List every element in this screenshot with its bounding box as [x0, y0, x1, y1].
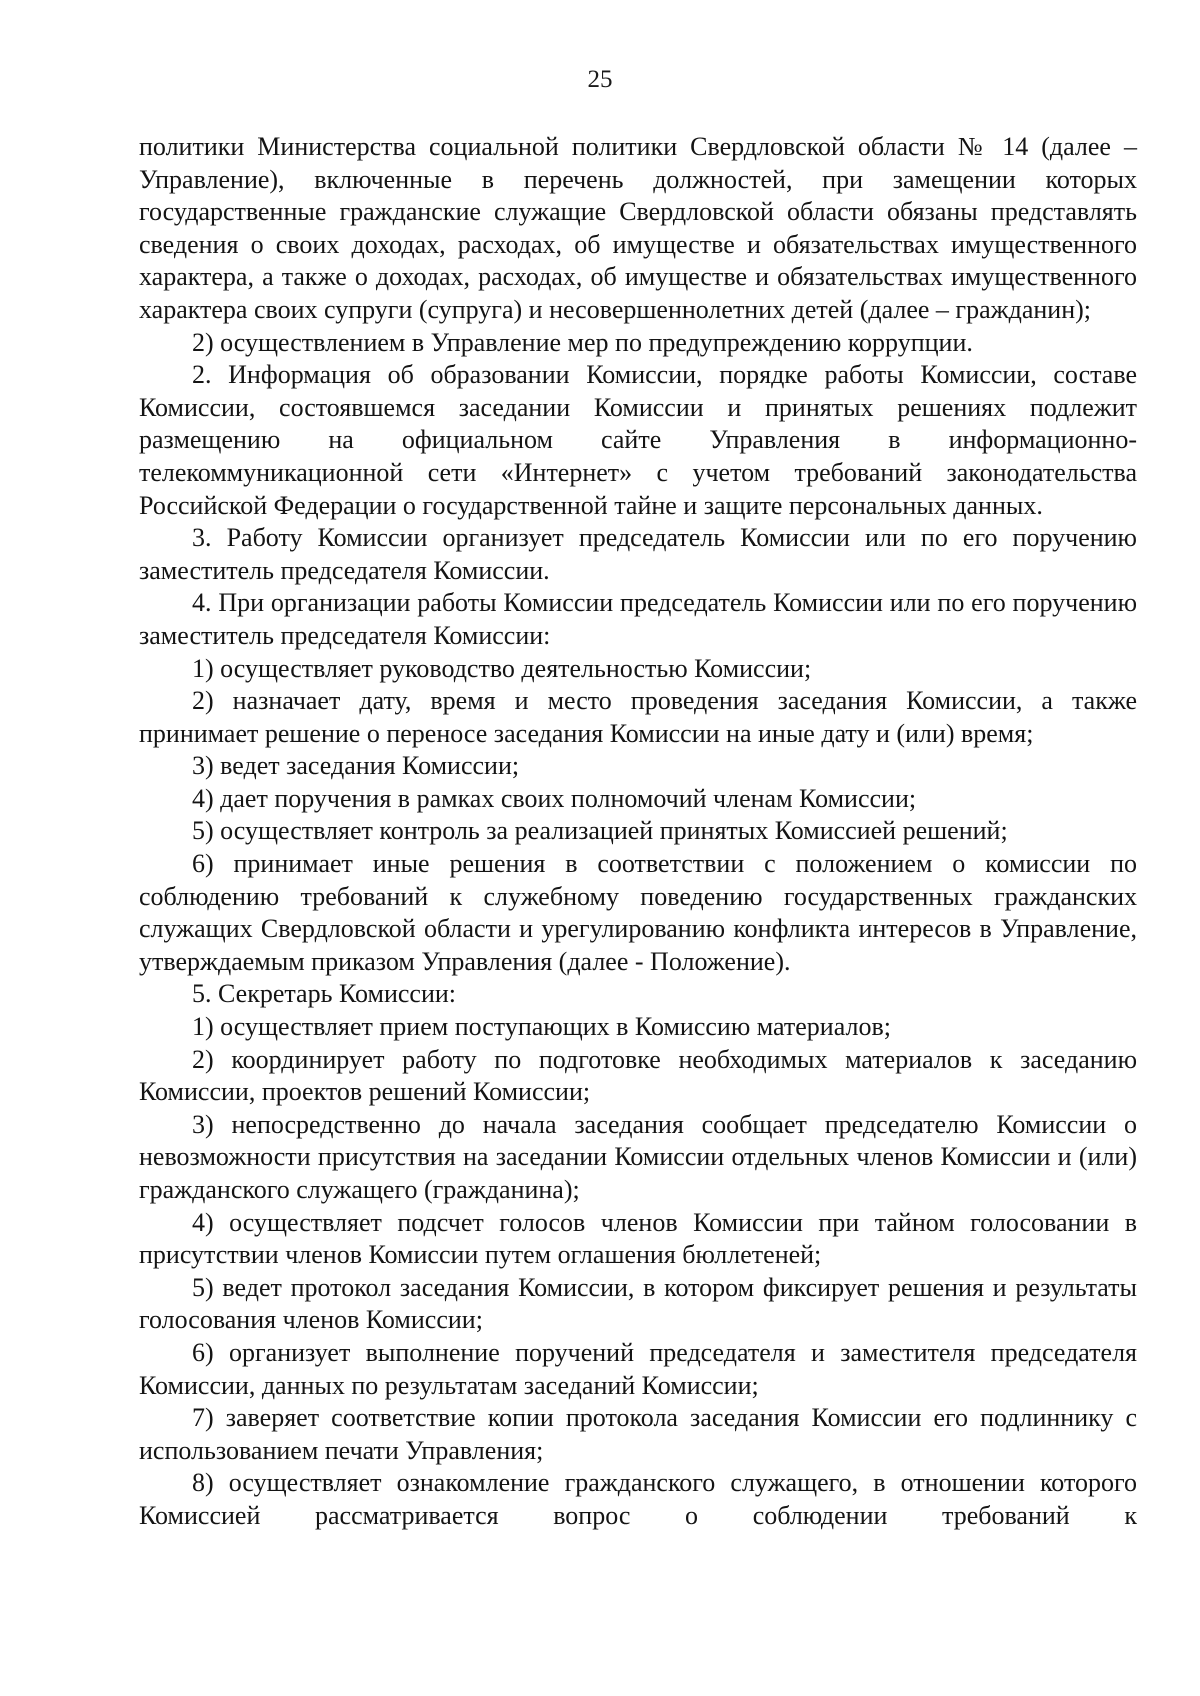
- paragraph: 1) осуществляет прием поступающих в Комиссию материалов;: [192, 1012, 891, 1042]
- paragraph: 1) осуществляет руководство деятельностью Комиссии;: [192, 653, 812, 683]
- paragraph-continues: 8) осуществляет ознакомление гражданского служащего, в отношении которого Комиссией рассматривается вопрос о соблюдении требований к: [139, 1468, 1137, 1530]
- paragraph: 7) заверяет соответствие копии протокола заседания Комиссии его подлиннику с использованием печати Управления;: [139, 1403, 1137, 1465]
- paragraph: 2) назначает дату, время и место проведения заседания Комиссии, а также принимает решение о переносе заседания Комиссии на иные дату и (или) время;: [139, 686, 1137, 748]
- paragraph: 4. При организации работы Комиссии председатель Комиссии или по его поручению заместитель председателя Комиссии:: [139, 588, 1137, 650]
- paragraph: 2) координирует работу по подготовке необходимых материалов к заседанию Комиссии, проектов решений Комиссии;: [139, 1044, 1137, 1107]
- page-number: 25: [587, 66, 613, 93]
- paragraph: 4) осуществляет подсчет голосов членов Комиссии при тайном голосовании в присутствии членов Комиссии путем оглашения бюллетеней;: [139, 1207, 1137, 1270]
- paragraph: 2) осуществлением в Управление мер по предупреждению коррупции.: [192, 327, 973, 357]
- paragraph: 5. Секретарь Комиссии:: [192, 979, 456, 1009]
- document-body: [139, 131, 1137, 1533]
- paragraph: 6) организует выполнение поручений председателя и заместителя председателя Комиссии, данных по результатам заседаний Комиссии;: [139, 1337, 1137, 1400]
- paragraph: 3. Работу Комиссии организует председатель Комиссии или по его поручению заместитель председателя Комиссии.: [139, 523, 1137, 585]
- paragraph: 3) ведет заседания Комиссии;: [192, 751, 520, 781]
- paragraph: 3) непосредственно до начала заседания сообщает председателю Комиссии о невозможности присутствия на заседании Комиссии отдельных членов Комиссии и (или) гражданского служащего (гражданина);: [139, 1109, 1137, 1204]
- paragraph: 4) дает поручения в рамках своих полномочий членам Комиссии;: [192, 783, 917, 813]
- paragraph: 6) принимает иные решения в соответствии с положением о комиссии по соблюдению требований к служебному поведению государственных гражданских служащих Свердловской области и урегулированию конфликта интересов в Управление, утверждаемым приказом Управления (далее - Положение).: [139, 849, 1137, 976]
- paragraph-continuation: политики Министерства социальной политики Свердловской области № 14 (далее – Управление), включенные в перечень должностей, при замещении которых государственные гражданские служащие Свердловской области обязаны представлять сведения о своих доходах, расходах, об имуществе и обязательствах имущественного характера, а также о доходах, расходах, об имуществе и обязательствах имущественного характера своих супруги (супруга) и несовершеннолетних детей (далее – гражданин);: [139, 132, 1137, 324]
- paragraph: 5) осуществляет контроль за реализацией принятых Комиссией решений;: [192, 816, 1008, 846]
- paragraph: 5) ведет протокол заседания Комиссии, в котором фиксирует решения и результаты голосования членов Комиссии;: [139, 1272, 1137, 1335]
- paragraph: 2. Информация об образовании Комиссии, порядке работы Комиссии, составе Комиссии, состоявшемся заседании Комиссии и принятых решениях подлежит размещению на официальном сайте Управления в информационно-телекоммуникационной сети «Интернет» с учетом требований законодательства Российской Федерации о государственной тайне и защите персональных данных.: [139, 360, 1137, 520]
